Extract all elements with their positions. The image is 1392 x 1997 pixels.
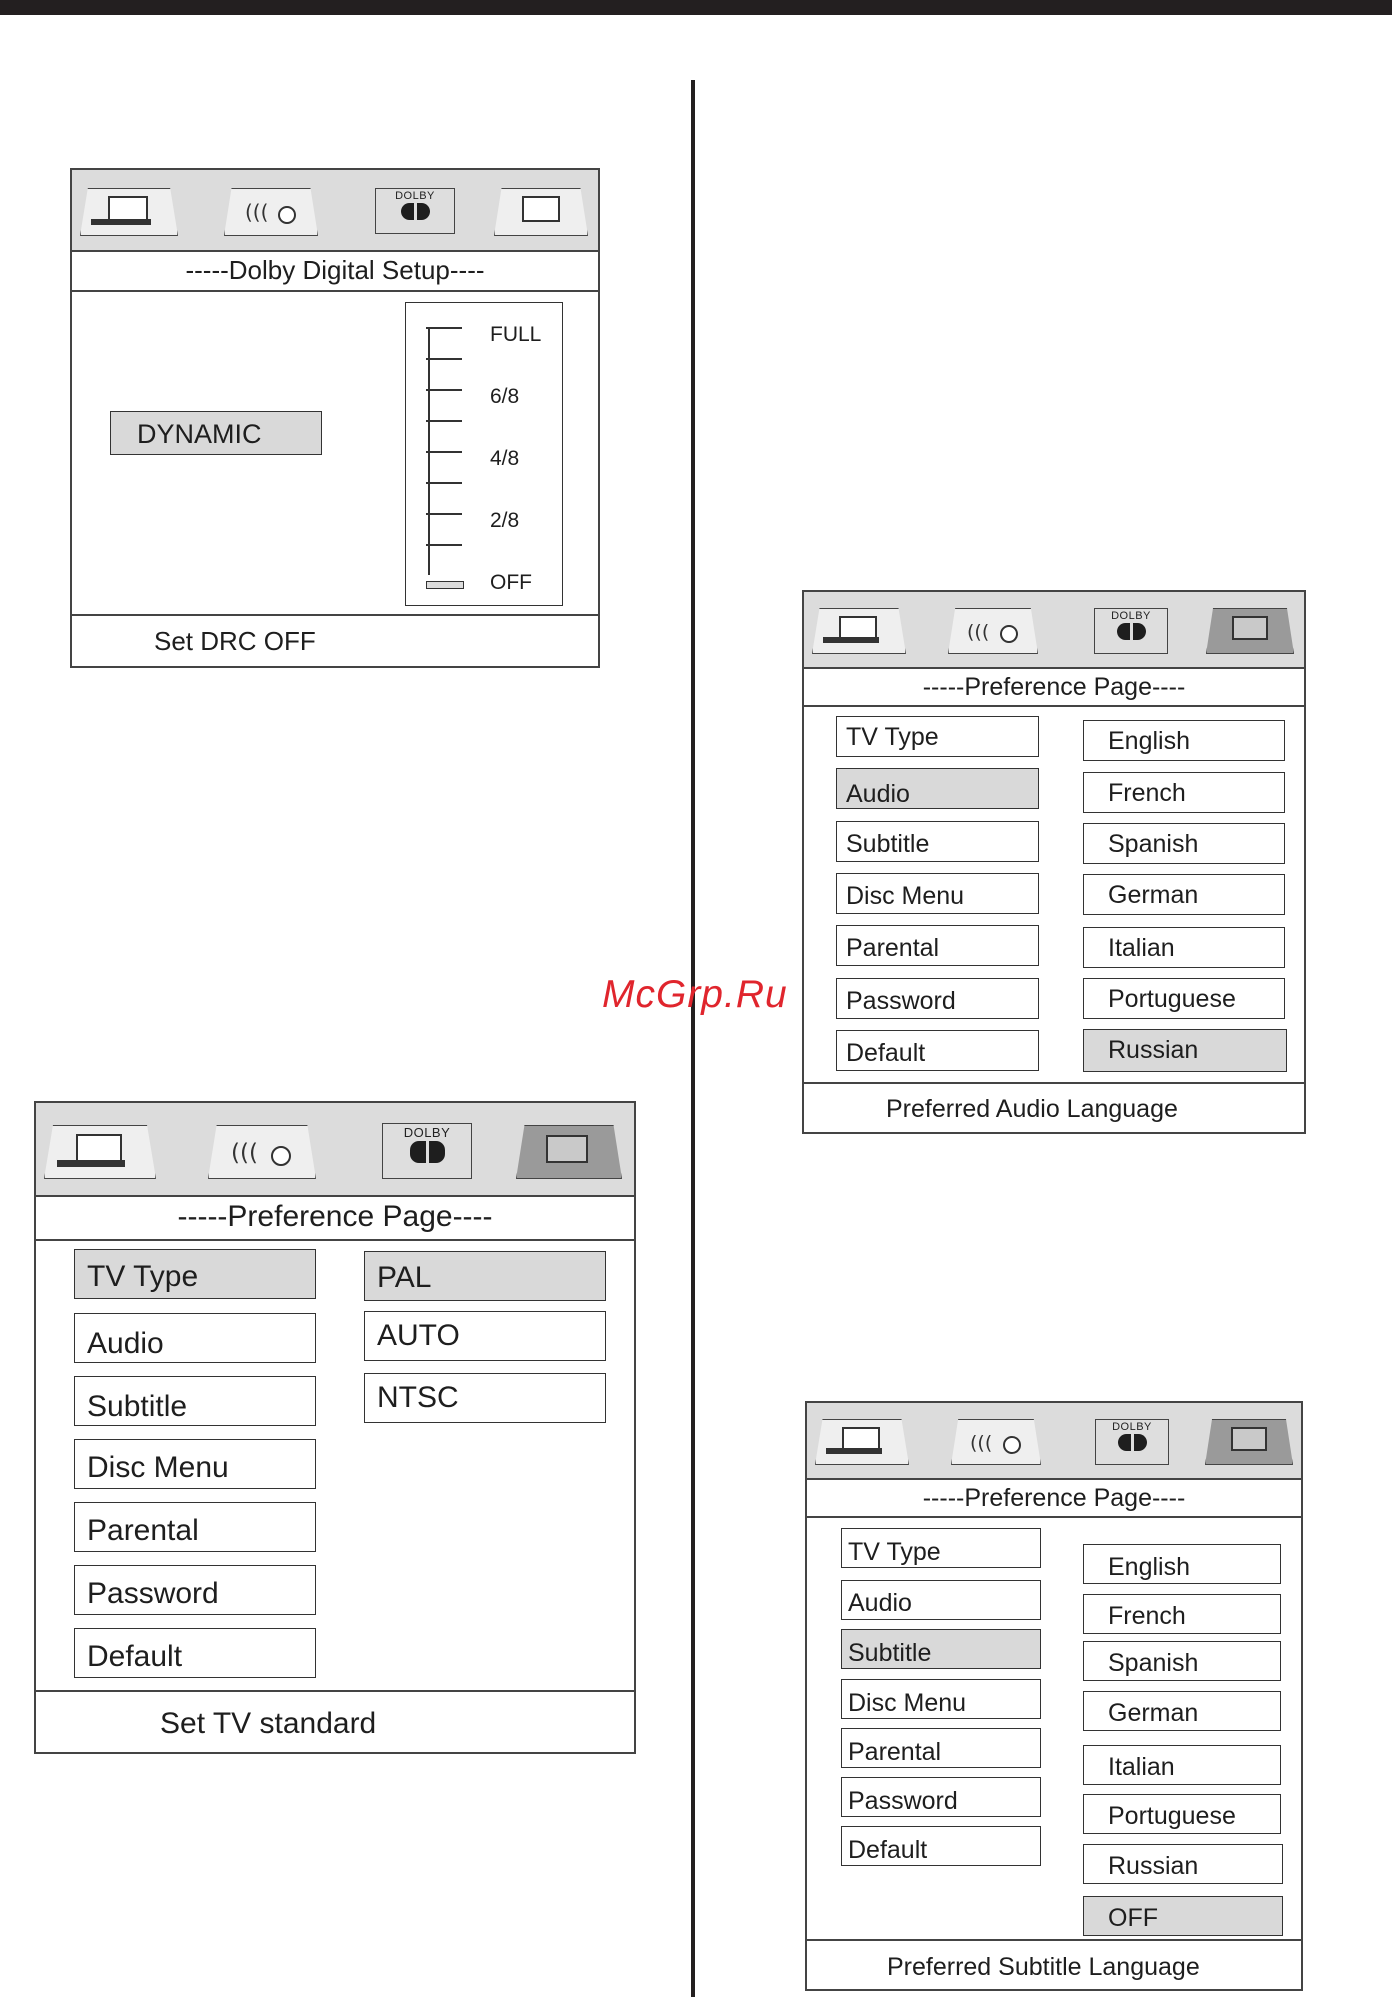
preference-icon[interactable] [1206,608,1294,654]
panel-title: -----Preference Page---- [807,1478,1301,1518]
option-portuguese[interactable]: Portuguese [1083,978,1285,1019]
option-italian[interactable]: Italian [1083,1745,1281,1785]
option-german[interactable]: German [1083,874,1285,915]
option-french[interactable]: French [1083,1594,1281,1634]
preference-icon[interactable] [516,1125,622,1179]
menu-parental[interactable]: Parental [836,925,1039,966]
svg-text:(((: ((( [231,1140,258,1166]
dolby-icon[interactable] [375,188,455,234]
menu-audio[interactable]: Audio [836,768,1039,809]
menu-audio[interactable]: Audio [74,1313,316,1363]
watermark: McGrp.Ru [602,973,788,1016]
drc-scale[interactable] [405,302,563,606]
option-english[interactable]: English [1083,720,1285,761]
menu-parental[interactable]: Parental [74,1502,316,1552]
audio-language-panel [802,590,1306,1134]
panel-footer: Preferred Subtitle Language [807,1939,1301,1989]
scale-label-6-8: 6/8 [490,385,520,408]
menu-subtitle[interactable]: Subtitle [841,1629,1041,1669]
menu-subtitle[interactable]: Subtitle [74,1376,316,1426]
icon-bar [804,592,1304,669]
option-ntsc[interactable]: NTSC [364,1373,606,1423]
panel-title: -----Dolby Digital Setup---- [72,250,598,292]
icon-bar [807,1403,1301,1480]
menu-default[interactable]: Default [841,1826,1041,1866]
audio-icon[interactable] [208,1125,316,1179]
column-divider [691,80,695,1997]
menu-tv-type[interactable]: TV Type [836,716,1039,757]
panel-footer: Preferred Audio Language [804,1082,1304,1132]
option-pal[interactable]: PAL [364,1251,606,1301]
scale-label-off: OFF [490,571,532,594]
svg-text:(((: ((( [967,621,990,643]
menu-password[interactable]: Password [836,978,1039,1019]
drc-level-marker[interactable] [426,581,464,589]
menu-parental[interactable]: Parental [841,1728,1041,1768]
dolby-icon[interactable] [1095,1419,1169,1465]
picture-icon[interactable] [815,1419,909,1465]
option-spanish[interactable]: Spanish [1083,1641,1281,1681]
panel-title: -----Preference Page---- [36,1195,634,1241]
menu-disc-menu[interactable]: Disc Menu [836,873,1039,914]
icon-bar [72,170,598,252]
option-english[interactable]: English [1083,1544,1281,1584]
svg-text:(((: ((( [245,200,269,224]
menu-password[interactable]: Password [74,1565,316,1615]
menu-default[interactable]: Default [836,1030,1039,1071]
menu-password[interactable]: Password [841,1777,1041,1817]
menu-disc-menu[interactable]: Disc Menu [74,1439,316,1489]
panel-footer: Set DRC OFF [72,614,598,666]
dolby-label: DOLBY [395,190,435,202]
scale-label-2-8: 2/8 [490,509,520,532]
subtitle-language-panel [805,1401,1303,1991]
panel-title: -----Preference Page---- [804,667,1304,707]
audio-icon[interactable] [224,188,318,236]
option-italian[interactable]: Italian [1083,927,1285,968]
option-portuguese[interactable]: Portuguese [1083,1794,1281,1834]
dolby-icon[interactable] [382,1123,472,1179]
option-german[interactable]: German [1083,1691,1281,1731]
top-bar [0,0,1392,15]
menu-audio[interactable]: Audio [841,1580,1041,1620]
dolby-label: DOLBY [403,1125,451,1140]
menu-subtitle[interactable]: Subtitle [836,821,1039,862]
option-russian[interactable]: Russian [1083,1844,1283,1884]
audio-icon[interactable] [948,608,1038,654]
icon-bar [36,1103,634,1197]
dolby-label: DOLBY [1112,1421,1152,1433]
picture-icon[interactable] [80,188,178,236]
option-russian[interactable]: Russian [1083,1029,1287,1072]
menu-tv-type[interactable]: TV Type [74,1249,316,1299]
option-auto[interactable]: AUTO [364,1311,606,1361]
menu-disc-menu[interactable]: Disc Menu [841,1679,1041,1719]
option-off[interactable]: OFF [1083,1896,1283,1936]
tv-type-panel [34,1101,636,1754]
option-spanish[interactable]: Spanish [1083,823,1285,864]
panel-footer: Set TV standard [36,1690,634,1752]
dolby-label: DOLBY [1111,610,1151,622]
option-french[interactable]: French [1083,772,1285,813]
preference-icon[interactable] [1205,1419,1293,1465]
menu-default[interactable]: Default [74,1628,316,1678]
picture-icon[interactable] [812,608,906,654]
audio-icon[interactable] [951,1419,1041,1465]
scale-label-4-8: 4/8 [490,447,520,470]
picture-icon[interactable] [44,1125,156,1179]
preference-icon[interactable] [494,188,588,236]
scale-label-full: FULL [490,323,542,346]
svg-text:(((: ((( [970,1432,993,1454]
menu-tv-type[interactable]: TV Type [841,1528,1041,1568]
dolby-icon[interactable] [1094,608,1168,654]
dolby-setup-panel [70,168,600,668]
dynamic-option[interactable]: DYNAMIC [110,411,322,455]
